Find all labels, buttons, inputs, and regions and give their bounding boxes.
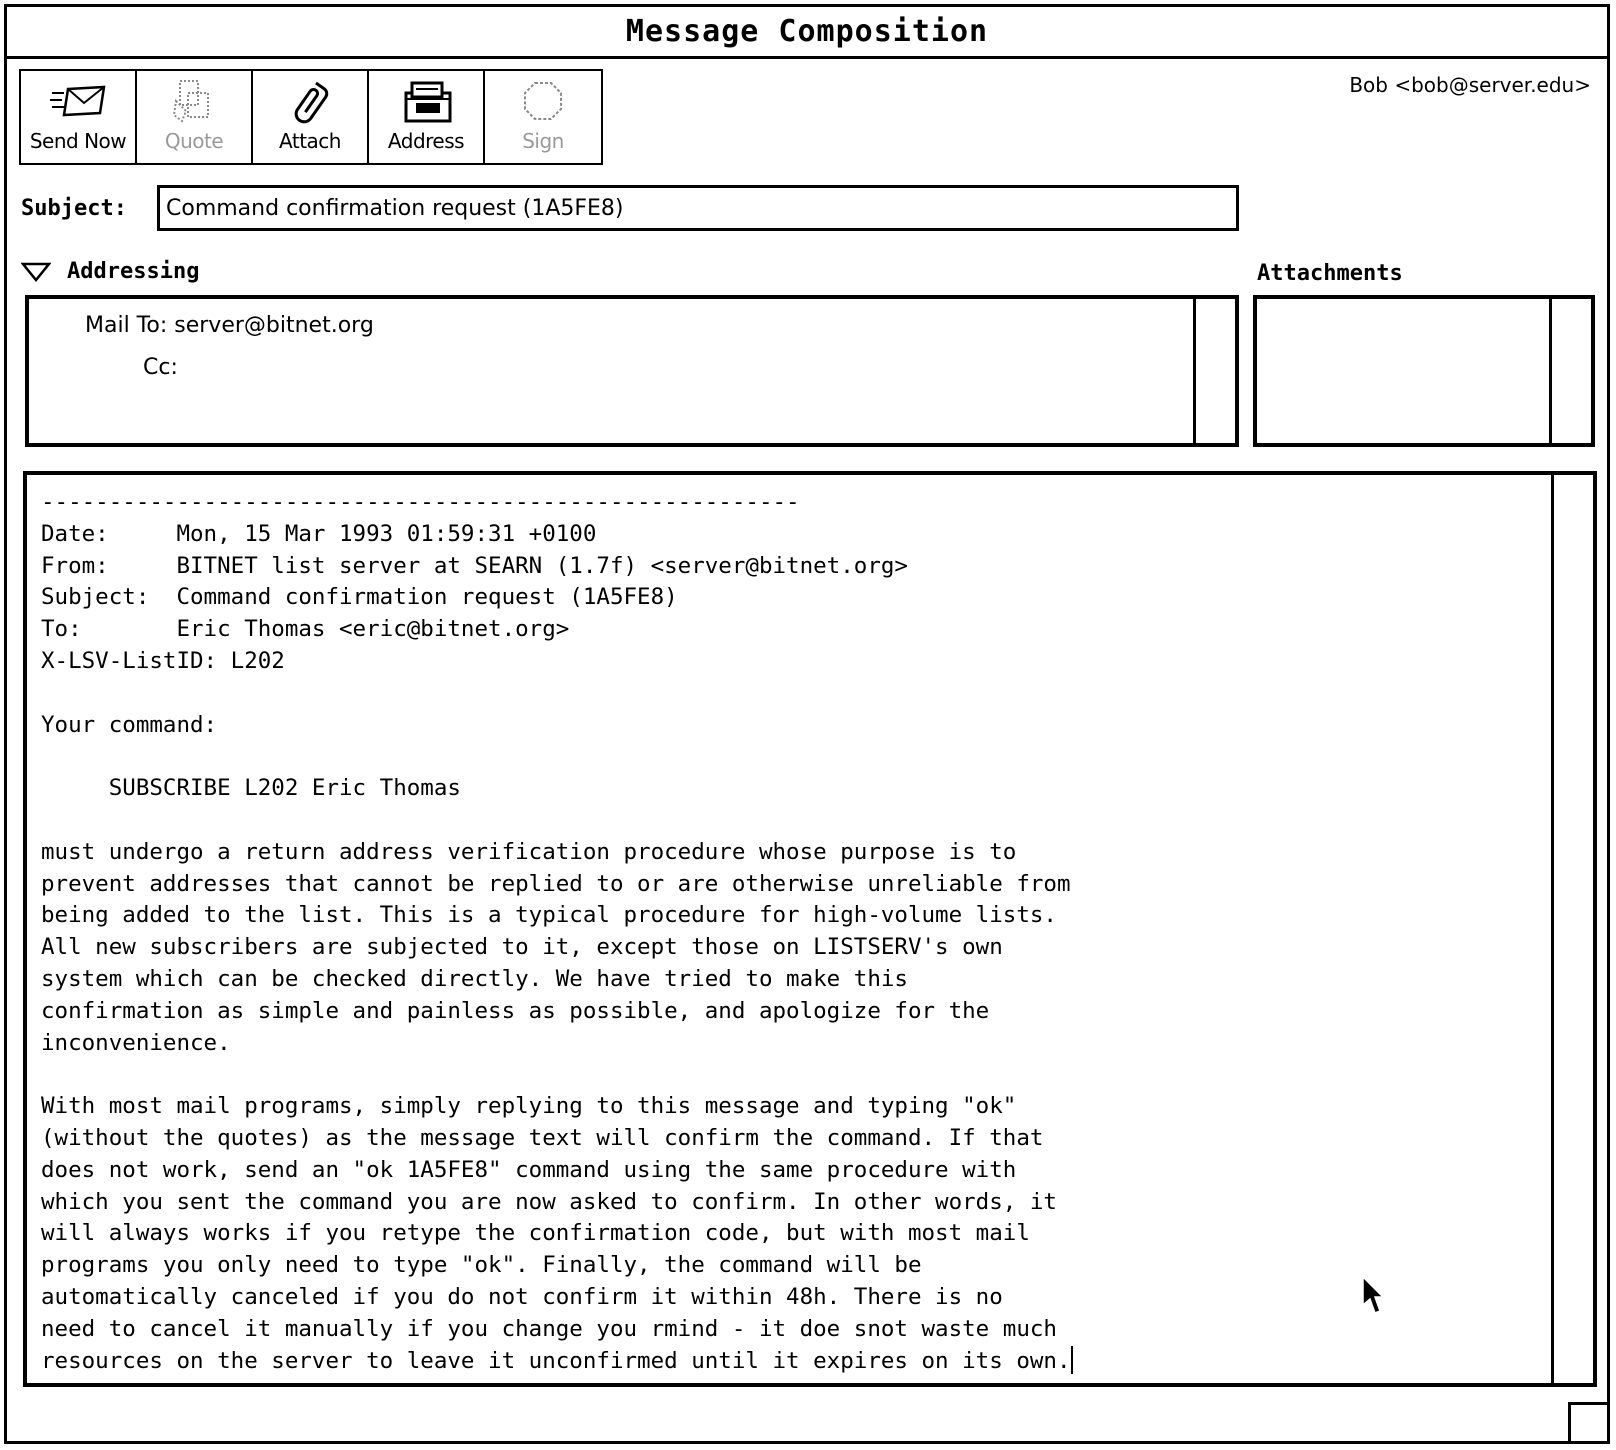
message-body-panel [23,471,1597,1387]
cc-label: Cc: [143,355,178,380]
message-body-content: -------------------------------------------------------- Date: Mon, 15 Mar 1993 01:59:31 +0100 From: BITNET list server at SEARN (1.7f) <server@bitnet.org> Subject: Command confirmation request (1A5FE8) To: Eric Thomas <eric@bitnet.org> X-LSV-ListID: L202 Your command: SUBSCRIBE L202 Eric Thomas must undergo a return address verification procedure whose purpose is to prevent addresses that cannot be replied to or are otherwise unreliable from being added to the list. This is a typical procedure for high-volume lists. All new subscribers are subjected to it, except those on LISTSERV's own system which can be checked directly. We have tried to make this confirmation as simple and painless as possible, and apologize for the inconvenience. With most mail programs, simply replying to this message and typing "ok" (without the quotes) as the message text will confirm the command. If that does not work, send an "ok 1A5FE8" command using the same procedure with which you sent the command you are now asked to confirm. In other words, it will always works if you retype the confirmation code, but with most mail programs you only need to type "ok". Finally, the command will be automatically canceled if you do not confirm it within 48h. There is no need to cancel it manually if you change you rmind - it doe snot waste much resources on the server to leave it unconfirmed until it expires on its own. [41,489,1071,1374]
sender-identity: Bob <bob@server.edu> [1349,73,1591,97]
address-button[interactable] [369,71,485,163]
send-envelope-icon [50,79,106,125]
mail-to-label: Mail To: [85,313,168,338]
text-caret [1071,1346,1073,1374]
send-now-button[interactable] [21,71,137,163]
window-title: Message Composition [625,14,989,49]
subject-row [21,185,1239,231]
attachments-panel[interactable] [1253,295,1595,447]
toolbar [19,69,603,165]
paperclip-icon [282,79,338,125]
address-book-icon [398,79,454,125]
disclosure-triangle-icon[interactable] [21,262,51,282]
addressing-disclosure[interactable] [21,259,199,284]
mail-to-field[interactable]: server@bitnet.org [174,313,374,338]
addressing-heading: Addressing [67,259,200,284]
attach-button[interactable] [253,71,369,163]
address-label: Address [387,129,465,153]
attachments-scrollbar[interactable] [1549,299,1591,443]
quote-icon [166,79,222,125]
quote-button[interactable] [137,71,253,163]
message-body-scrollbar[interactable] [1551,475,1593,1383]
mail-to-row [85,313,374,338]
subject-field[interactable]: Command confirmation request (1A5FE8) [157,185,1239,231]
message-body-text[interactable] [41,487,1521,1377]
sign-button[interactable] [485,71,601,163]
attach-label: Attach [279,129,341,153]
send-now-label: Send Now [29,129,127,153]
sign-icon [515,79,571,125]
addressing-panel [25,295,1239,447]
resize-handle[interactable] [1568,1402,1610,1444]
sign-label: Sign [522,129,564,153]
addressing-scrollbar[interactable] [1193,299,1235,443]
attachments-heading: Attachments [1257,261,1403,286]
title-bar[interactable] [7,7,1607,59]
subject-label: Subject: [21,195,127,221]
cc-row [143,355,178,380]
arrow-cursor-icon [1361,1275,1385,1317]
quote-label: Quote [164,129,224,153]
message-composition-window [4,4,1610,1444]
